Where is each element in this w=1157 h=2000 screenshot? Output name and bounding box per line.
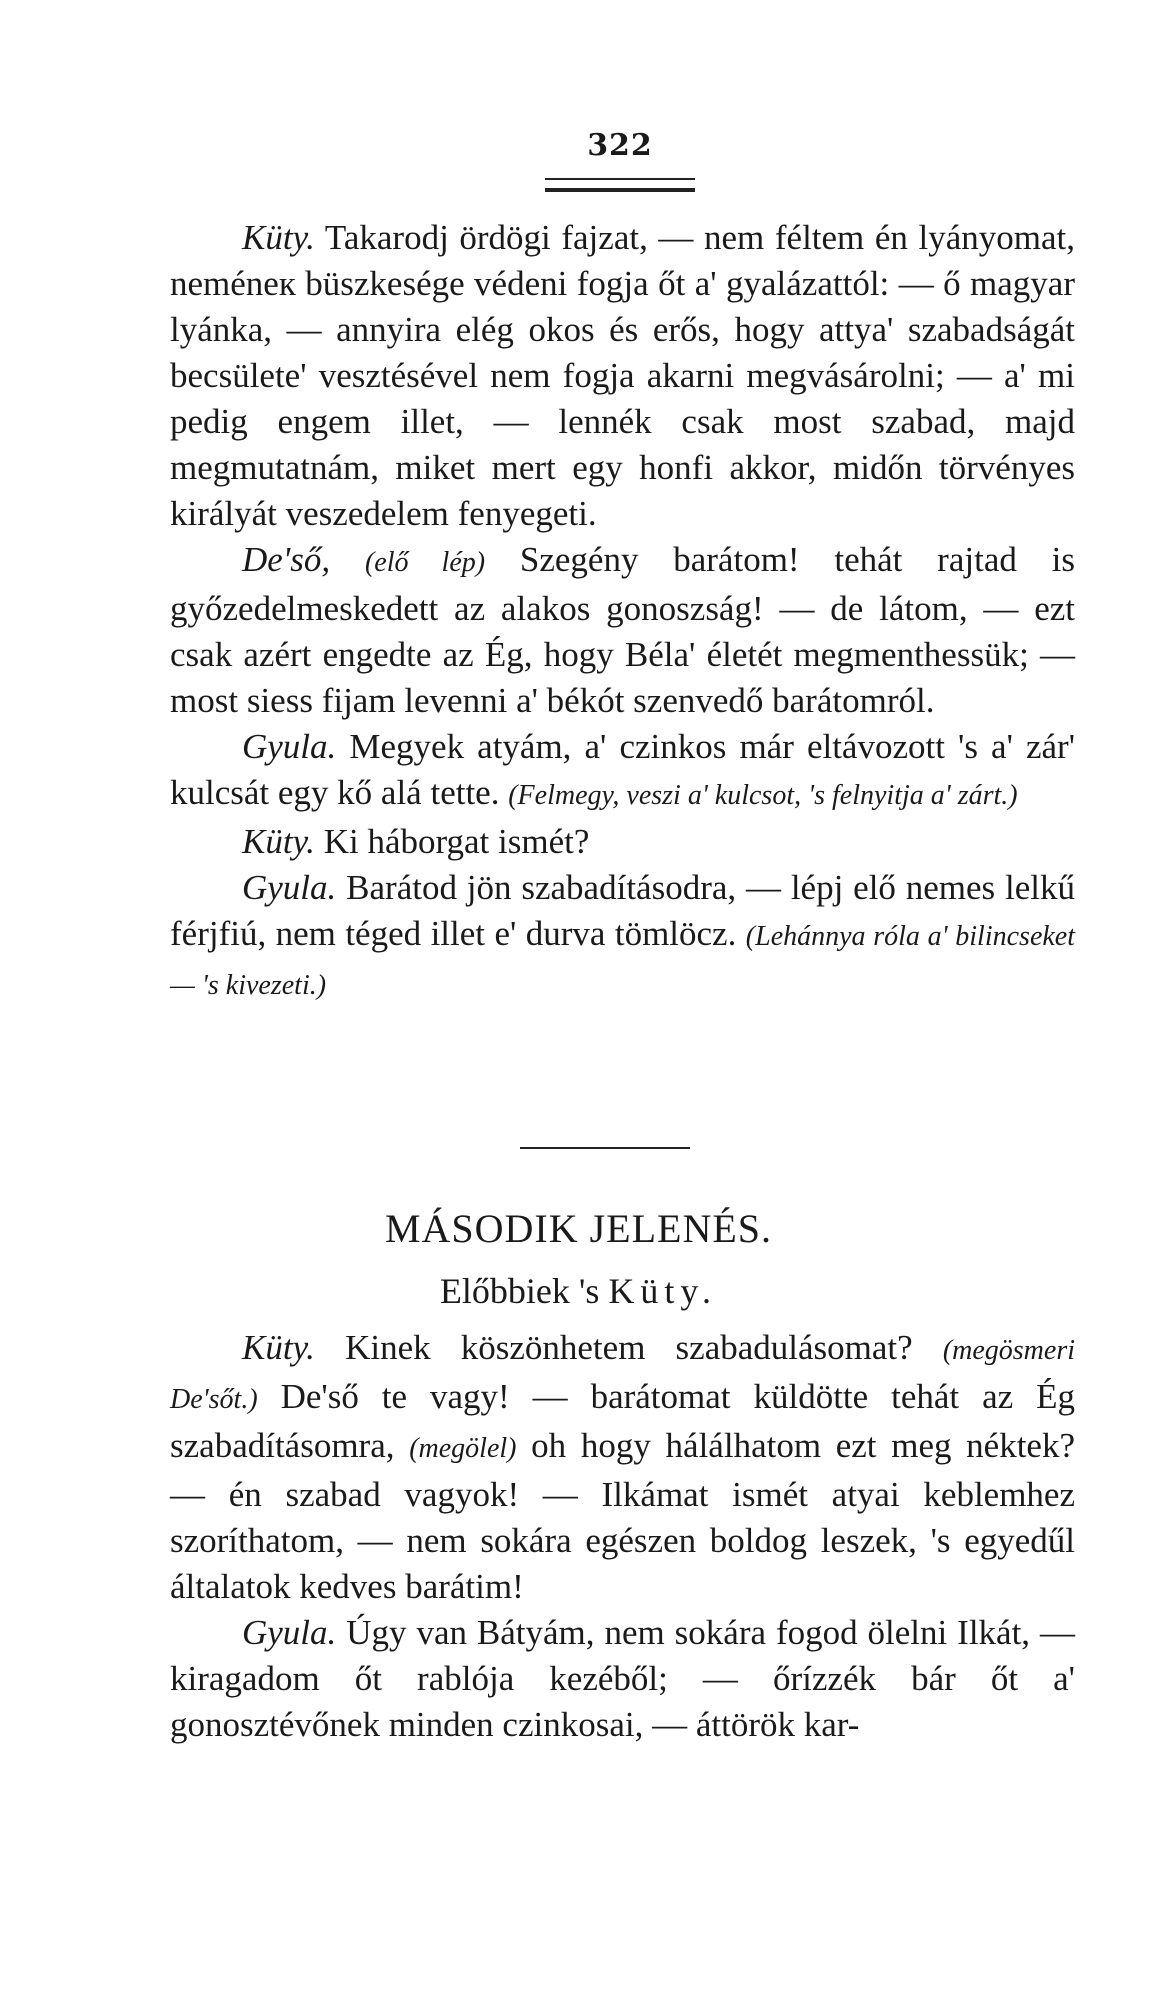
speaker-name: Küty.	[242, 822, 315, 861]
dialogue-paragraph	[170, 865, 1075, 1009]
stage-direction: (megölel)	[409, 1433, 517, 1464]
persons-name: Küty.	[608, 1271, 718, 1311]
speaker-name: De'ső,	[242, 540, 331, 579]
speaker-name: Küty.	[242, 218, 315, 257]
speaker-name: Gyula.	[242, 1613, 337, 1652]
persons-text: Előbbiek 's	[439, 1271, 600, 1311]
dialogue-paragraph	[170, 724, 1075, 819]
scene-title: MÁSODIK JELENÉS.	[384, 1206, 773, 1251]
dialogue-text: Takarodj ördögi fajzat, — nem féltem én lyányomat, neméneк büszkesége védeni fogja őt a' gyalázattól: — ő magyar lyánka, — annyira elég okos és erős, hogy attya' szabadságát becsülete' vesztésével nem fogja akarni megvásárolni; — a' mi pedig engem illet, — lennék csak most szabad, majd megmutatnám, miket mert egy honfi akkor, midőn törvényes királyát veszedelem fenyegeti.	[170, 218, 1075, 533]
dialogue-block-2	[170, 1325, 1075, 1748]
speaker-name: Gyula.	[242, 727, 337, 766]
scene-persons	[0, 1270, 1157, 1312]
dialogue-text: Szegény barátom! tehát rajtad is győzedelmeskedett az alakos gonoszság! — de látom, — ezt csak azért engedte az Ég, hogy Béla' életét megmenthessük; — most siess fijam levenni a' békót szenvedő barátomról.	[170, 540, 1075, 720]
page-number: 322	[587, 128, 653, 163]
dialogue-paragraph	[170, 1325, 1075, 1610]
dialogue-text: Barátod jön szabadításodra, — lépj elő nemes lelkű férjfiú, nem téged illet e' durva tömlöcz.	[170, 868, 1076, 953]
dialogue-paragraph	[170, 215, 1075, 537]
dialogue-text: De'ső te vagy! — barátomat küldötte tehát az Ég szabadításomra,	[170, 1377, 1075, 1465]
dialogue-text: Megyek atyám, a' czinkos már eltávozott 's a' zár' kulcsát egy kő alá tette.	[170, 727, 1075, 812]
stage-direction: (megösmeri De'sőt.)	[170, 1335, 1076, 1415]
dialogue-block-1	[170, 215, 1075, 1009]
dialogue-paragraph	[170, 1610, 1075, 1748]
stage-direction: (Lehánnya róla a' bilincseket — 's kivezeti.)	[170, 921, 1076, 1001]
section-divider	[520, 1147, 690, 1149]
dialogue-paragraph	[170, 537, 1075, 724]
header-double-rule	[545, 178, 695, 192]
dialogue-text: Kinek köszönhetem szabadulásomat?	[345, 1328, 913, 1367]
stage-direction: (Felmegy, veszi a' kulcsot, 's felnyitja a' zárt.)	[508, 780, 1018, 811]
dialogue-text: oh hogy hálálhatom ezt meg néktek? — én szabad vagyok! — Ilkámat ismét atyai keblemhez szoríthatom, — nem sokára egészen boldog leszek, 's egyedűl általatok kedves barátim!	[170, 1426, 1075, 1606]
dialogue-text: Ki háborgat ismét?	[323, 822, 590, 861]
dialogue-paragraph	[170, 819, 1075, 865]
stage-direction: (elő lép)	[364, 547, 486, 578]
dialogue-text: Úgy van Bátyám, nem sokára fogod ölelni Ilkát, — kiragadom őt rablója kezéből; — őrízzék bár őt a' gonosztévőnek minden czinkosai, — áttörök kar-	[170, 1613, 1075, 1744]
speaker-name: Küty.	[242, 1328, 315, 1367]
speaker-name: Gyula.	[242, 868, 337, 907]
